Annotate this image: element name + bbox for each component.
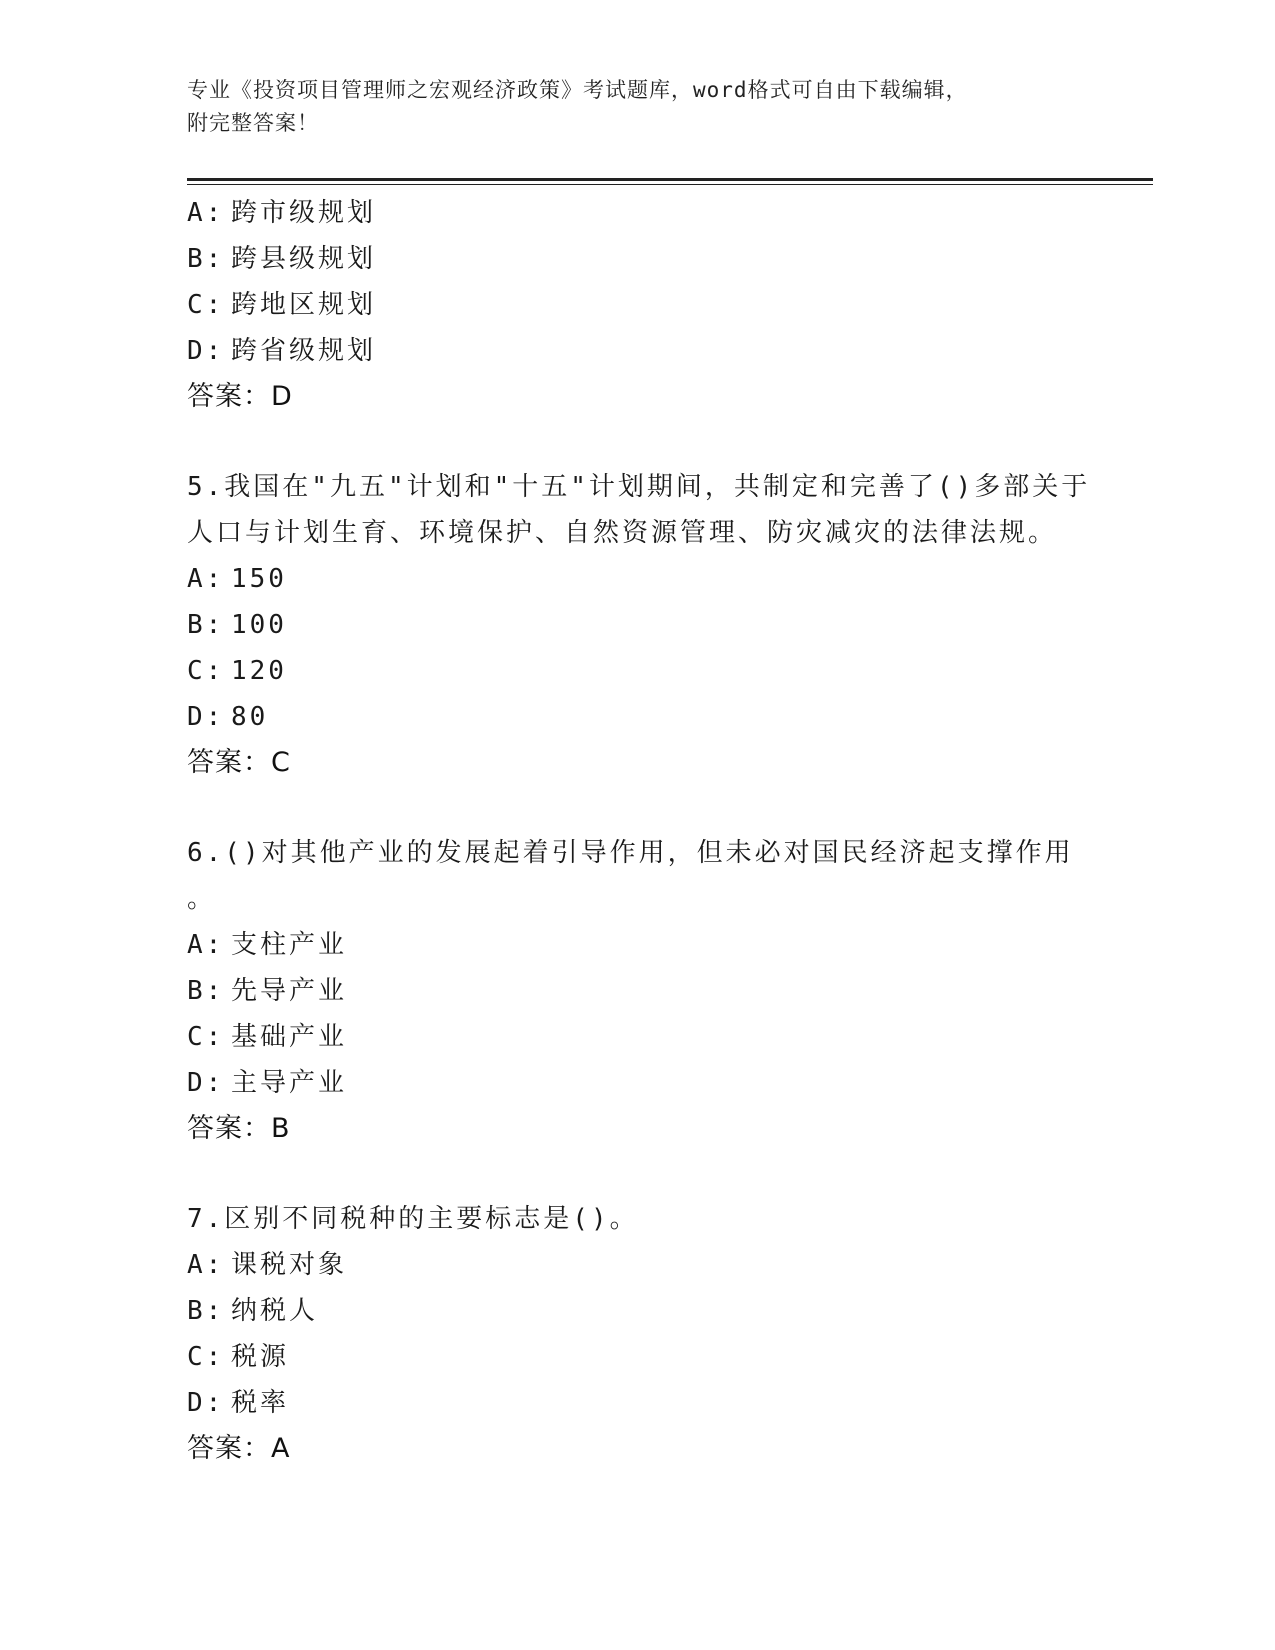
option-text: 跨地区规划 [231,290,377,320]
option-text: 先导产业 [231,976,348,1006]
option-text: 100 [231,610,287,640]
option-a [187,1242,1087,1288]
question-5 [187,464,1091,786]
option-a [187,922,1087,968]
option-text: 课税对象 [231,1250,348,1280]
option-label: D: [187,702,225,732]
document-header [187,74,1067,140]
option-d [187,1380,1087,1426]
option-c [187,282,1087,328]
option-text: 120 [231,656,287,686]
option-label: B: [187,610,225,640]
answer-line: 答案：B [187,1113,291,1144]
option-text: 跨市级规划 [231,198,377,228]
option-label: B: [187,976,225,1006]
option-text: 150 [231,564,287,594]
question-4 [187,190,1087,420]
spacer [187,420,1087,464]
option-d [187,1060,1087,1106]
option-b [187,1288,1087,1334]
answer-line: 答案：C [187,747,291,778]
option-b [187,236,1087,282]
option-b [187,602,1087,648]
option-label: B: [187,244,225,274]
option-label: A: [187,930,225,960]
option-label: D: [187,336,225,366]
spacer [187,1152,1087,1196]
option-label: A: [187,198,225,228]
header-rule-thin [187,184,1153,185]
question-stem-line-2: 人口与计划生育、环境保护、自然资源管理、防灾减灾的法律法规。 [187,518,1058,548]
option-text: 跨省级规划 [231,336,377,366]
question-stem-line-2: 。 [187,884,217,914]
option-label: D: [187,1388,225,1418]
option-text: 80 [231,702,269,732]
header-line-2: 附完整答案！ [187,111,319,135]
option-d [187,328,1087,374]
header-line-1: 专业《投资项目管理师之宏观经济政策》考试题库，word格式可自由下载编辑， [187,78,968,102]
option-label: D: [187,1068,225,1098]
question-6 [187,830,1087,1152]
option-label: C: [187,290,225,320]
option-text: 税率 [231,1388,290,1418]
answer-line: 答案：D [187,381,293,412]
option-d [187,694,1087,740]
option-text: 纳税人 [231,1296,319,1326]
spacer [187,786,1087,830]
option-label: B: [187,1296,225,1326]
question-stem-line-1: 7.区别不同税种的主要标志是()。 [187,1204,639,1234]
question-list [187,190,1091,1472]
option-label: C: [187,656,225,686]
option-text: 主导产业 [231,1068,348,1098]
option-label: C: [187,1022,225,1052]
option-c [187,1014,1087,1060]
header-rule-thick [187,178,1153,181]
option-label: C: [187,1342,225,1372]
option-a [187,190,1087,236]
option-text: 跨县级规划 [231,244,377,274]
question-stem-line-1: 5.我国在"九五"计划和"十五"计划期间，共制定和完善了()多部关于 [187,472,1091,502]
question-7 [187,1196,1087,1472]
option-text: 税源 [231,1342,290,1372]
option-text: 支柱产业 [231,930,348,960]
option-label: A: [187,1250,225,1280]
option-b [187,968,1087,1014]
option-c [187,648,1087,694]
answer-line: 答案：A [187,1433,291,1464]
option-c [187,1334,1087,1380]
option-a [187,556,1087,602]
question-stem-line-1: 6.()对其他产业的发展起着引导作用，但未必对国民经济起支撑作用 [187,838,1074,868]
option-text: 基础产业 [231,1022,348,1052]
option-label: A: [187,564,225,594]
